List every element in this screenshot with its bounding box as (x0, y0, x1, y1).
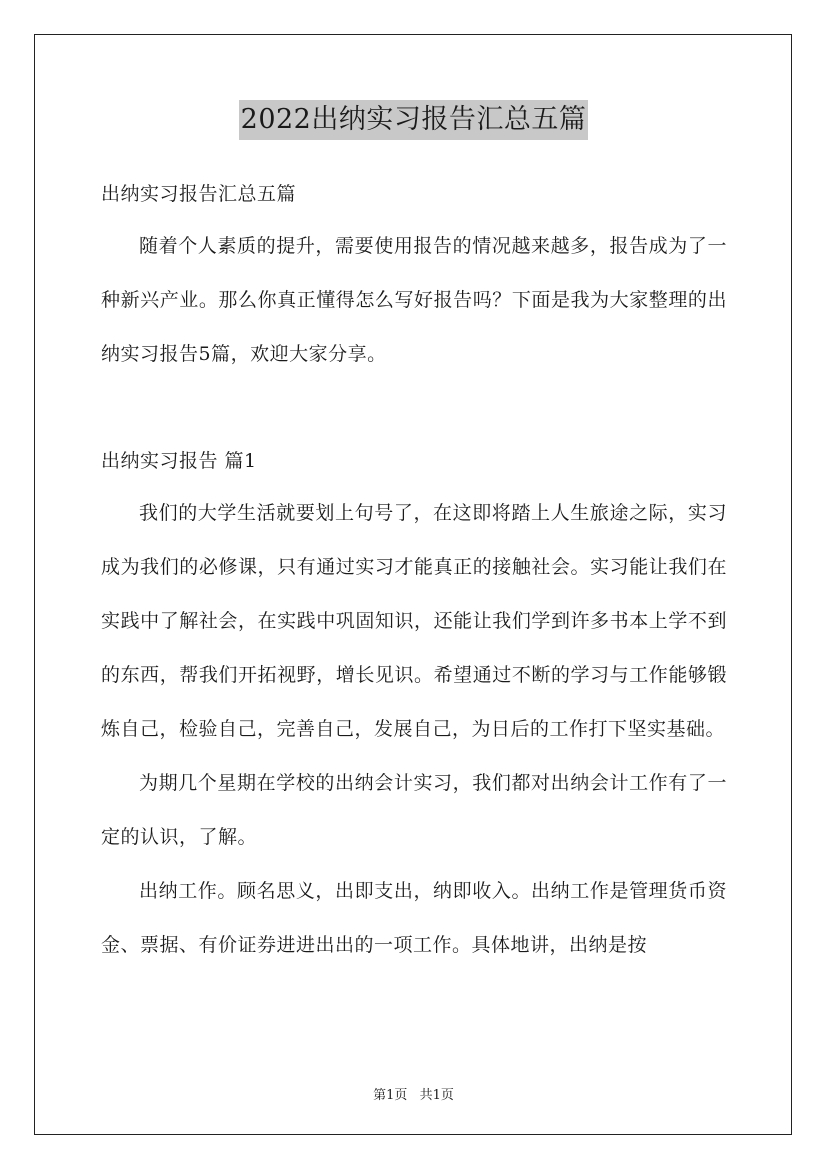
intro-paragraph: 随着个人素质的提升，需要使用报告的情况越来越多，报告成为了一种新兴产业。那么你真正懂得怎么写好报告吗？下面是我为大家整理的出纳实习报告5篇，欢迎大家分享。 (101, 235, 727, 365)
body-paragraph-2: 为期几个星期在学校的出纳会计实习，我们都对出纳会计工作有了一定的认识，了解。 (101, 772, 727, 848)
page-total: 共1页 (419, 1088, 454, 1103)
document-body (101, 176, 727, 972)
page-number: 第1页 (373, 1088, 408, 1103)
document-subtitle: 出纳实习报告汇总五篇 (101, 183, 297, 205)
title-container (0, 100, 827, 140)
body-paragraph-3: 出纳工作。顾名思义，出即支出，纳即收入。出纳工作是管理货币资金、票据、有价证券进进出出的一项工作。具体地讲，出纳是按 (101, 880, 727, 956)
page-footer (0, 1084, 827, 1103)
section-heading: 出纳实习报告 篇1 (101, 450, 257, 472)
document-title: 2022出纳实习报告汇总五篇 (239, 100, 589, 140)
body-paragraph-1: 我们的大学生活就要划上句号了，在这即将踏上人生旅途之际，实习成为我们的必修课，只有通过实习才能真正的接触社会。实习能让我们在实践中了解社会，在实践中巩固知识，还能让我们学到许多书本上学不到的东西，帮我们开拓视野，增长见识。希望通过不断的学习与工作能够锻炼自己，检验自己，完善自己，发展自己，为日后的工作打下坚实基础。 (101, 502, 727, 740)
